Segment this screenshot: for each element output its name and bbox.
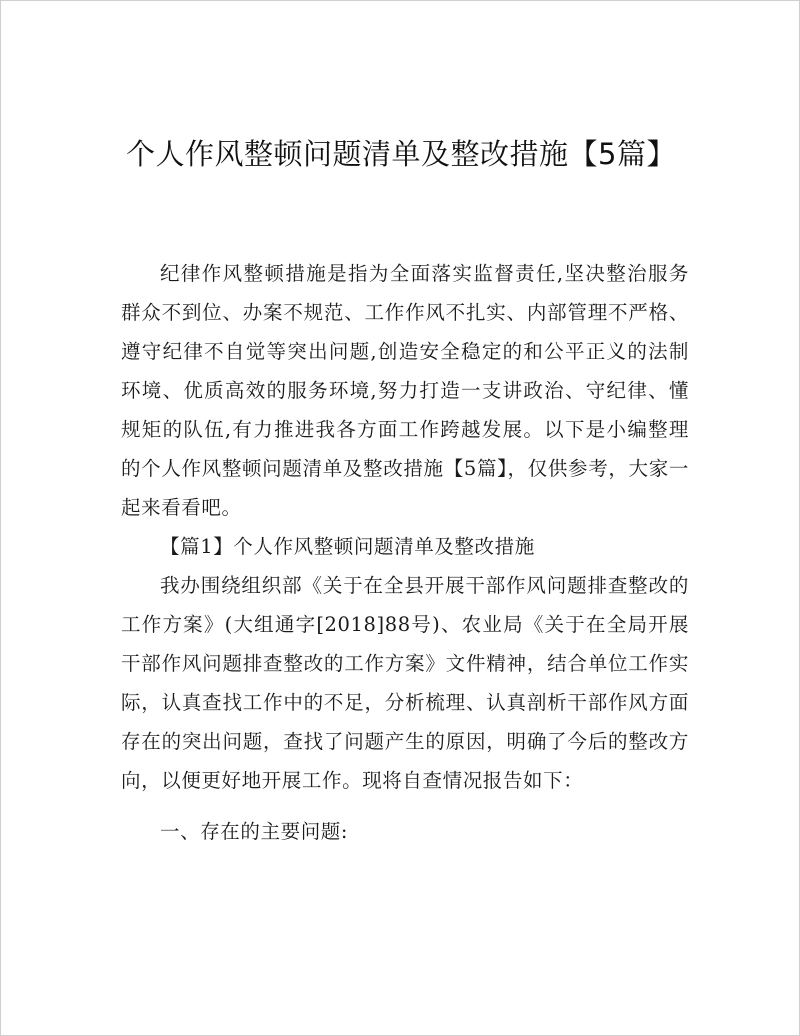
- intro-paragraph: 纪律作风整顿措施是指为全面落实监督责任,坚决整治服务群众不到位、办案不规范、工作作风不扎实、内部管理不严格、遵守纪律不自觉等突出问题,创造安全稳定的和公平正义的法制环境、优质高效的服务环境,努力打造一支讲政治、守纪律、懂规矩的队伍,有力推进我各方面工作跨越发展。以下是小编整理的个人作风整顿问题清单及整改措施【5篇】，仅供参考，大家一起来看看吧。: [121, 262, 689, 519]
- section-1-heading: 一、存在的主要问题:: [160, 820, 349, 843]
- document-body: [121, 254, 689, 851]
- article-1-heading: 【篇1】个人作风整顿问题清单及整改措施: [160, 535, 535, 558]
- document-title: 个人作风整顿问题清单及整改措施【5篇】: [126, 137, 676, 171]
- article-1-paragraph: 我办围绕组织部《关于在全县开展干部作风问题排查整改的工作方案》(大组通字[2018]88号)、农业局《关于在全局开展干部作风问题排查整改的工作方案》文件精神，结合单位工作实际，认真查找工作中的不足，分析梳理、认真剖析干部作风方面存在的突出问题，查找了问题产生的原因，明确了今后的整改方向，以便更好地开展工作。现将自查情况报告如下：: [121, 574, 689, 792]
